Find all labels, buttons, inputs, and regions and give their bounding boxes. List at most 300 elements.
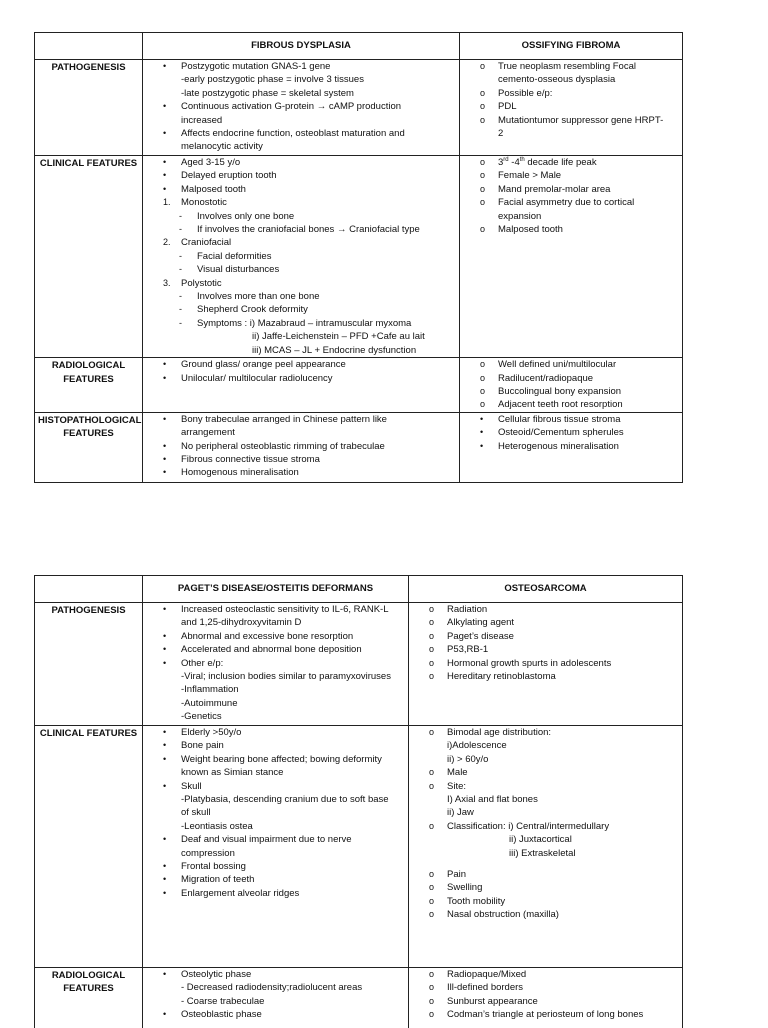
list-text: - Coarse trabeculae xyxy=(181,995,265,1007)
table-row xyxy=(35,60,683,156)
list-item xyxy=(409,995,682,1008)
list-marker: • xyxy=(163,740,167,751)
list-item xyxy=(460,372,682,385)
list-marker: o xyxy=(429,671,435,682)
list-item xyxy=(143,616,408,629)
list-item xyxy=(409,739,682,752)
row-label xyxy=(35,726,143,968)
list-text: -Autoimmune xyxy=(181,697,238,709)
header-fibrous-dysplasia: FIBROUS DYSPLASIA xyxy=(143,33,460,60)
list-text: Skull xyxy=(181,780,202,792)
list-text: Continuous activation G-protein → cAMP production xyxy=(181,101,402,113)
list-text: iii) Extraskeletal xyxy=(509,847,576,859)
list-item xyxy=(143,670,408,683)
list-item xyxy=(460,426,682,439)
list-item xyxy=(460,210,682,223)
list-marker: • xyxy=(163,780,167,791)
list-marker: • xyxy=(163,1009,167,1020)
list-item xyxy=(143,860,408,873)
list-item xyxy=(143,873,408,886)
list-text: Deaf and visual impairment due to nerve xyxy=(181,834,352,846)
list-marker: - xyxy=(179,264,182,275)
list-marker: o xyxy=(429,767,435,778)
list-item xyxy=(409,1008,682,1021)
list-text: Paget’s disease xyxy=(447,630,514,642)
list-item xyxy=(143,223,459,236)
comparison-table-1 xyxy=(34,32,683,483)
list-text: Mutationtumor suppressor gene HRPT- xyxy=(498,114,664,126)
list-text: Buccolingual bony expansion xyxy=(498,385,622,397)
list-text: and 1,25-dihydroxyvitamin D xyxy=(181,617,302,629)
list-text: 3rd -4th decade life peak xyxy=(498,156,597,168)
list-item xyxy=(143,236,459,249)
list-marker: • xyxy=(163,604,167,614)
list-marker: • xyxy=(163,644,167,655)
list-marker: 2. xyxy=(163,237,171,248)
list-item xyxy=(143,453,459,466)
list-text: arrangement xyxy=(181,427,235,439)
list-item xyxy=(409,860,682,868)
list-item xyxy=(409,766,682,779)
list-item xyxy=(460,156,682,169)
list-item xyxy=(409,616,682,629)
list-text: ii) Juxtacortical xyxy=(509,834,572,846)
list-text: known as Simian stance xyxy=(181,767,284,779)
list-item xyxy=(409,643,682,656)
list-text: Polystotic xyxy=(181,277,222,289)
row-label-line: RADIOLOGICAL xyxy=(51,970,126,981)
list-text: Facial asymmetry due to cortical xyxy=(498,197,635,209)
list-marker: o xyxy=(480,101,486,112)
list-marker: o xyxy=(480,399,486,410)
list-marker: - xyxy=(179,317,182,328)
list-marker: • xyxy=(163,834,167,845)
list-item xyxy=(460,183,682,196)
list-marker: • xyxy=(163,128,167,139)
list-item xyxy=(143,833,408,846)
list-marker: • xyxy=(163,887,167,898)
list-marker: o xyxy=(429,617,435,628)
list-text: Accelerated and abnormal bone deposition xyxy=(181,644,362,656)
list-item xyxy=(143,344,459,357)
list-text: of skull xyxy=(181,807,211,819)
list-marker: o xyxy=(480,87,486,98)
table-row xyxy=(35,156,683,358)
list-text: Aged 3-15 y/o xyxy=(181,157,241,168)
list-item xyxy=(143,210,459,223)
list-text: Bone pain xyxy=(181,740,224,752)
list-text: Mand premolar-molar area xyxy=(498,183,611,195)
list-text: -late postzygotic phase = skeletal system xyxy=(181,87,354,99)
list-item xyxy=(143,290,459,303)
list-item xyxy=(143,60,459,73)
row-label xyxy=(35,358,143,413)
list-text: Facial deformities xyxy=(197,250,272,262)
row-label-line: RADIOLOGICAL xyxy=(51,360,126,372)
list-item xyxy=(143,603,408,616)
list-text: Classification: i) Central/intermedullary xyxy=(447,820,610,832)
list-item xyxy=(143,995,408,1008)
list-text: iii) MCAS – JL + Endocrine dysfunction xyxy=(252,344,417,356)
list-item xyxy=(143,140,459,153)
header-empty xyxy=(35,33,143,60)
list-text: Affects endocrine function, osteoblast maturation and xyxy=(181,128,405,140)
left-cell xyxy=(143,968,409,1028)
list-text: - Decreased radiodensity;radiolucent areas xyxy=(181,982,363,994)
list-item xyxy=(143,726,408,739)
list-marker: o xyxy=(480,114,486,125)
row-label-line: PATHOGENESIS xyxy=(51,62,126,73)
list-marker: o xyxy=(429,780,435,791)
list-marker: • xyxy=(163,861,167,872)
list-item xyxy=(460,87,682,100)
list-text: Enlargement alveolar ridges xyxy=(181,887,300,899)
list-text: Postzygotic mutation GNAS-1 gene xyxy=(181,61,331,72)
list-item xyxy=(409,833,682,846)
row-label xyxy=(35,968,143,1028)
list-marker: o xyxy=(480,224,486,235)
list-text: Visual disturbances xyxy=(197,264,280,276)
list-item xyxy=(143,263,459,276)
table-row xyxy=(35,412,683,482)
list-item xyxy=(409,908,682,921)
list-marker: o xyxy=(429,644,435,655)
row-label xyxy=(35,603,143,726)
list-text: Homogenous mineralisation xyxy=(181,467,299,479)
list-item xyxy=(409,895,682,908)
list-text: Hereditary retinoblastoma xyxy=(447,671,556,683)
list-text: Abnormal and excessive bone resorption xyxy=(181,630,354,642)
list-text: 2 xyxy=(498,128,504,140)
list-item xyxy=(409,657,682,670)
list-text: -Leontiasis ostea xyxy=(181,820,253,832)
header-empty xyxy=(35,576,143,603)
list-marker: o xyxy=(429,895,435,906)
list-text: Bimodal age distribution: xyxy=(447,727,552,738)
list-item xyxy=(143,793,408,806)
list-text: Radilucent/radiopaque xyxy=(498,372,594,384)
list-marker: • xyxy=(480,413,484,424)
left-cell xyxy=(143,60,460,156)
list-marker: • xyxy=(480,427,484,438)
row-label xyxy=(35,156,143,358)
list-text: expansion xyxy=(498,210,542,222)
list-text: Shepherd Crook deformity xyxy=(197,304,308,316)
list-marker: • xyxy=(163,453,167,464)
list-item xyxy=(460,100,682,113)
list-item xyxy=(143,358,459,371)
list-text: cemento-osseous dysplasia xyxy=(498,74,616,86)
list-item xyxy=(460,398,682,411)
list-text: No peripheral osteoblastic rimming of trabeculae xyxy=(181,440,385,452)
list-item xyxy=(409,806,682,819)
list-marker: o xyxy=(429,982,435,993)
list-item xyxy=(143,73,459,86)
list-item xyxy=(143,127,459,140)
list-text: If involves the craniofacial bones → Craniofacial type xyxy=(197,224,420,236)
list-text: -early postzygotic phase = involve 3 tissues xyxy=(181,74,364,86)
list-item xyxy=(143,820,408,833)
list-item xyxy=(409,753,682,766)
list-text: Alkylating agent xyxy=(447,617,515,629)
list-text: ii) Jaffe-Leichenstein – PFD +Cafe au lait xyxy=(252,331,425,343)
right-cell xyxy=(409,603,683,726)
list-item xyxy=(143,250,459,263)
list-text: Osteoid/Cementum spherules xyxy=(498,427,624,439)
list-item xyxy=(409,981,682,994)
list-marker: 1. xyxy=(163,197,171,208)
list-marker: o xyxy=(429,604,435,614)
list-item xyxy=(143,114,459,127)
list-text: Other e/p: xyxy=(181,657,224,669)
list-text: ii) > 60y/o xyxy=(447,753,489,765)
list-text: Codman’s triangle at periosteum of long bones xyxy=(447,1009,644,1021)
list-item xyxy=(460,223,682,236)
list-item xyxy=(409,868,682,881)
right-cell xyxy=(460,156,683,358)
list-marker: - xyxy=(179,224,182,235)
list-item xyxy=(143,100,459,113)
row-label xyxy=(35,60,143,156)
list-item xyxy=(143,766,408,779)
list-text: Adjacent teeth root resorption xyxy=(498,399,623,411)
list-text: compression xyxy=(181,847,235,859)
list-item xyxy=(143,753,408,766)
list-item xyxy=(409,793,682,806)
list-marker: o xyxy=(429,727,435,737)
list-text: Possible e/p: xyxy=(498,87,553,99)
list-text: Monostotic xyxy=(181,197,227,209)
list-text: I) Axial and flat bones xyxy=(447,794,538,806)
list-item xyxy=(460,60,682,73)
table-row xyxy=(35,603,683,726)
list-text: -Inflammation xyxy=(181,684,239,696)
table-row xyxy=(35,358,683,413)
list-item xyxy=(143,710,408,723)
list-item xyxy=(143,643,408,656)
list-marker: 3. xyxy=(163,277,171,288)
list-item xyxy=(409,670,682,683)
list-item xyxy=(143,317,459,330)
list-item xyxy=(409,968,682,981)
right-cell xyxy=(460,60,683,156)
list-marker: o xyxy=(480,385,486,396)
left-cell xyxy=(143,358,460,413)
list-text: Nasal obstruction (maxilla) xyxy=(447,909,559,921)
list-item xyxy=(143,330,459,343)
list-item xyxy=(143,87,459,100)
comparison-table-2 xyxy=(34,575,683,1028)
list-text: Elderly >50y/o xyxy=(181,727,242,738)
row-label-line: FEATURES xyxy=(63,373,114,385)
list-text: Unilocular/ multilocular radiolucency xyxy=(181,372,333,384)
list-marker: o xyxy=(429,909,435,920)
list-text: Frontal bossing xyxy=(181,861,246,873)
row-label-line: CLINICAL FEATURES xyxy=(39,728,138,739)
list-text: Migration of teeth xyxy=(181,874,255,886)
row-label-line: HISTOPATHOLOGICAL xyxy=(38,414,142,426)
list-item xyxy=(143,739,408,752)
list-text: Weight bearing bone affected; bowing deformity xyxy=(181,753,382,765)
list-marker: • xyxy=(163,170,167,181)
list-text: Osteolytic phase xyxy=(181,969,252,980)
list-text: i)Adolescence xyxy=(447,740,507,752)
list-item xyxy=(143,303,459,316)
list-marker: o xyxy=(429,882,435,893)
list-item xyxy=(143,183,459,196)
left-cell xyxy=(143,603,409,726)
list-text: Ground glass/ orange peel appearance xyxy=(181,359,346,371)
list-item xyxy=(143,981,408,994)
list-marker: o xyxy=(480,170,486,181)
list-item xyxy=(143,697,408,710)
list-text: Male xyxy=(447,767,468,779)
right-cell xyxy=(409,968,683,1028)
list-marker: o xyxy=(429,630,435,641)
list-item xyxy=(143,847,408,860)
header-pagets-disease: PAGET’S DISEASE/OSTEITIS DEFORMANS xyxy=(143,576,409,603)
list-marker: o xyxy=(429,969,435,979)
list-text: Ill-defined borders xyxy=(447,982,524,994)
list-text: -Viral; inclusion bodies similar to paramyxoviruses xyxy=(181,671,391,683)
list-marker: • xyxy=(163,657,167,668)
list-item xyxy=(143,426,459,439)
list-marker: - xyxy=(179,250,182,261)
list-marker: • xyxy=(163,101,167,112)
list-item xyxy=(143,1008,408,1021)
list-marker: - xyxy=(179,304,182,315)
list-item xyxy=(143,440,459,453)
list-item xyxy=(143,372,459,385)
left-cell xyxy=(143,156,460,358)
list-marker: o xyxy=(480,183,486,194)
right-cell xyxy=(460,358,683,413)
list-text: -Genetics xyxy=(181,711,222,723)
list-item xyxy=(460,169,682,182)
list-marker: o xyxy=(429,995,435,1006)
list-item xyxy=(409,726,682,739)
list-text: Bony trabeculae arranged in Chinese pattern like xyxy=(181,413,387,425)
list-item xyxy=(409,847,682,860)
list-item xyxy=(143,156,459,169)
table-row xyxy=(35,968,683,1028)
right-cell xyxy=(460,412,683,482)
row-label-line: FEATURES xyxy=(63,983,114,995)
list-item xyxy=(460,413,682,426)
list-text: Sunburst appearance xyxy=(447,995,538,1007)
list-marker: o xyxy=(429,1009,435,1020)
list-marker: o xyxy=(429,820,435,831)
list-marker: o xyxy=(480,197,486,208)
list-item xyxy=(460,127,682,140)
list-text: Malposed tooth xyxy=(181,183,246,195)
list-item xyxy=(143,630,408,643)
list-item xyxy=(143,657,408,670)
list-text: PDL xyxy=(498,101,517,113)
list-marker: - xyxy=(179,210,182,221)
list-text: Site: xyxy=(447,780,467,792)
list-marker: o xyxy=(480,157,486,167)
list-marker: • xyxy=(163,874,167,885)
row-label xyxy=(35,412,143,482)
list-marker: • xyxy=(163,630,167,641)
header-ossifying-fibroma: OSSIFYING FIBROMA xyxy=(460,33,683,60)
list-marker: • xyxy=(163,157,167,167)
list-marker: • xyxy=(163,969,167,979)
list-item xyxy=(460,440,682,453)
list-item xyxy=(143,780,408,793)
list-item xyxy=(143,413,459,426)
list-marker: o xyxy=(480,359,486,370)
list-text: Involves only one bone xyxy=(197,210,295,222)
list-text: ii) Jaw xyxy=(447,807,474,819)
list-item xyxy=(460,385,682,398)
list-text: Radiation xyxy=(447,604,488,615)
list-text: Increased osteoclastic sensitivity to IL-6, RANK-L xyxy=(181,604,389,615)
header-osteosarcoma: OSTEOSARCOMA xyxy=(409,576,683,603)
list-marker: • xyxy=(163,372,167,383)
list-marker: • xyxy=(163,359,167,370)
list-marker: o xyxy=(429,869,435,880)
list-marker: • xyxy=(480,440,484,451)
list-text: True neoplasm resembling Focal xyxy=(498,61,636,72)
list-text: Involves more than one bone xyxy=(197,291,320,303)
list-item xyxy=(409,630,682,643)
list-text: Cellular fibrous tissue stroma xyxy=(498,413,621,425)
right-cell xyxy=(409,726,683,968)
list-text: -Platybasia, descending cranium due to soft base xyxy=(181,794,389,806)
list-item xyxy=(143,806,408,819)
list-text: Pain xyxy=(447,869,467,881)
list-item xyxy=(460,114,682,127)
list-item xyxy=(460,196,682,209)
list-marker: • xyxy=(163,753,167,764)
list-item xyxy=(143,683,408,696)
list-marker: o xyxy=(480,61,486,71)
list-marker: • xyxy=(163,183,167,194)
list-item xyxy=(409,820,682,833)
list-item xyxy=(143,466,459,479)
list-item xyxy=(409,881,682,894)
list-marker: • xyxy=(163,61,167,71)
list-marker: o xyxy=(429,657,435,668)
list-text: Hormonal growth spurts in adolescents xyxy=(447,657,612,669)
list-text: Radiopaque/Mixed xyxy=(447,969,527,980)
list-text: Craniofacial xyxy=(181,237,232,249)
list-marker: o xyxy=(480,372,486,383)
list-item xyxy=(460,73,682,86)
list-marker: • xyxy=(163,727,167,737)
table-row xyxy=(35,726,683,968)
list-text: Well defined uni/multilocular xyxy=(498,359,617,371)
list-text: Symptoms : i) Mazabraud – intramuscular myxoma xyxy=(197,317,412,329)
list-item xyxy=(143,968,408,981)
list-item xyxy=(143,887,408,900)
list-text: Heterogenous mineralisation xyxy=(498,440,619,452)
list-text: Delayed eruption tooth xyxy=(181,170,277,182)
left-cell xyxy=(143,412,460,482)
list-marker: - xyxy=(179,291,182,302)
list-item xyxy=(409,603,682,616)
list-text: Fibrous connective tissue stroma xyxy=(181,453,320,465)
row-label-line: FEATURES xyxy=(63,428,114,440)
list-text: Female > Male xyxy=(498,170,562,182)
list-marker: • xyxy=(163,467,167,478)
list-text: Osteoblastic phase xyxy=(181,1009,262,1021)
list-text: Tooth mobility xyxy=(447,895,506,907)
list-item xyxy=(409,780,682,793)
list-text: P53,RB-1 xyxy=(447,644,489,656)
